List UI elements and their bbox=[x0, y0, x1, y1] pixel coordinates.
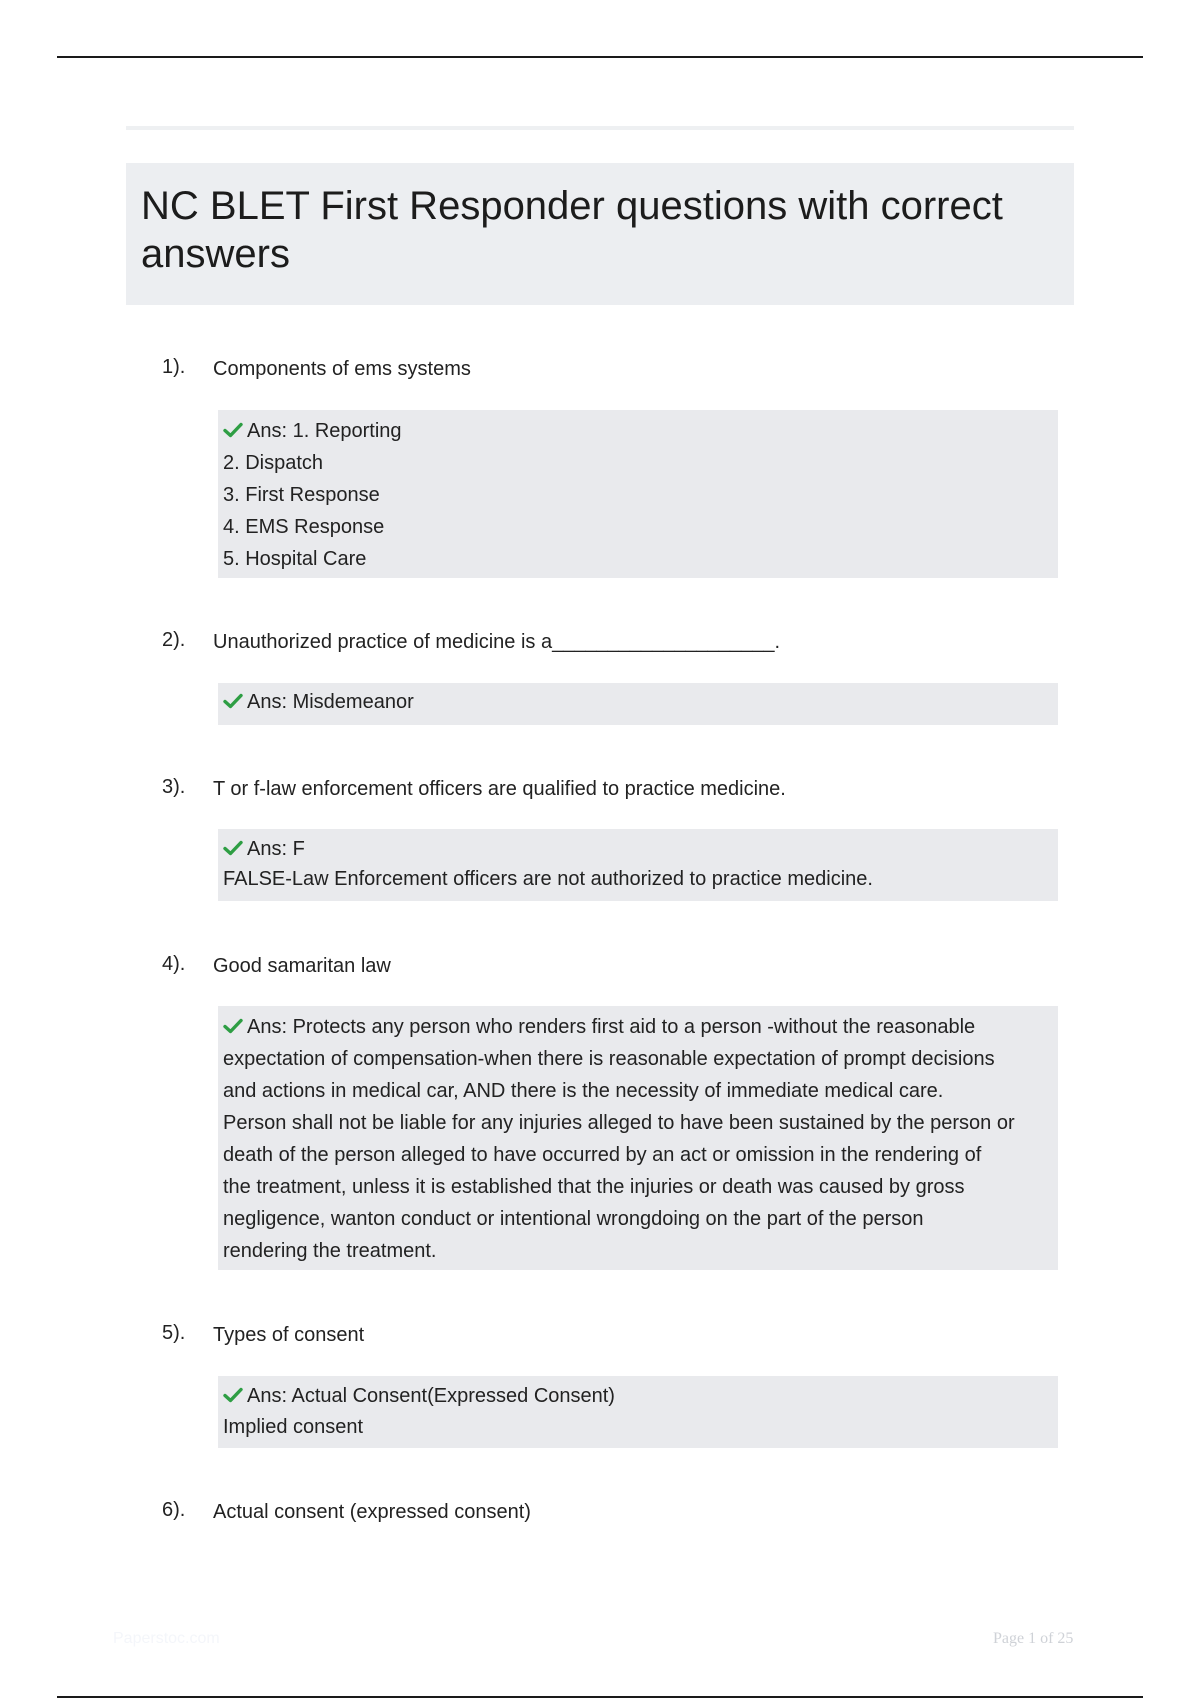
question-number: 4). bbox=[162, 953, 186, 975]
check-icon bbox=[223, 693, 243, 709]
question-text: Types of consent bbox=[213, 1324, 365, 1346]
footer-watermark: Paperstoc.com bbox=[113, 1630, 220, 1647]
answer-box-5 bbox=[218, 1376, 1058, 1448]
check-icon bbox=[223, 1387, 243, 1403]
answer-line: Ans: Actual Consent(Expressed Consent) bbox=[223, 1381, 1054, 1412]
top-rule bbox=[57, 56, 1143, 58]
question-text: T or f-law enforcement officers are qualified to practice medicine. bbox=[213, 778, 786, 800]
answer-line: FALSE-Law Enforcement officers are not authorized to practice medicine. bbox=[223, 868, 873, 890]
question-number: 6). bbox=[162, 1499, 186, 1521]
header-divider bbox=[126, 126, 1074, 130]
check-icon bbox=[223, 1018, 243, 1034]
question-text: Components of ems systems bbox=[213, 358, 471, 380]
answer-line: 5. Hospital Care bbox=[223, 548, 367, 570]
title-banner bbox=[126, 163, 1074, 305]
question-number: 1). bbox=[162, 356, 186, 378]
question-number: 2). bbox=[162, 629, 186, 651]
answer-line: death of the person alleged to have occurred by an act or omission in the rendering of bbox=[223, 1144, 982, 1166]
question-text: Actual consent (expressed consent) bbox=[213, 1501, 531, 1523]
question-text: Good samaritan law bbox=[213, 955, 391, 977]
answer-line: 2. Dispatch bbox=[223, 452, 324, 474]
answer-box-4 bbox=[218, 1006, 1058, 1270]
answer-line: the treatment, unless it is established that the injuries or death was caused by gross bbox=[223, 1176, 965, 1198]
page-number: Page 1 of 25 bbox=[993, 1630, 1074, 1647]
answer-line: Ans: 1. Reporting bbox=[223, 415, 1054, 447]
answer-line: negligence, wanton conduct or intentional wrongdoing on the part of the person bbox=[223, 1208, 924, 1230]
question-number: 5). bbox=[162, 1322, 186, 1344]
answer-box-1 bbox=[218, 410, 1058, 578]
answer-line: and actions in medical car, AND there is the necessity of immediate medical care. bbox=[223, 1080, 944, 1102]
bottom-rule bbox=[57, 1696, 1143, 1698]
answer-line: Person shall not be liable for any injuries alleged to have been sustained by the person or bbox=[223, 1112, 1015, 1134]
check-icon bbox=[223, 422, 243, 438]
question-number: 3). bbox=[162, 776, 186, 798]
check-icon bbox=[223, 840, 243, 856]
answer-line: Ans: Protects any person who renders first aid to a person -without the reasonable bbox=[223, 1011, 1054, 1043]
page-title: NC BLET First Responder questions with correct answers bbox=[141, 184, 1003, 276]
answer-line: 3. First Response bbox=[223, 484, 380, 506]
answer-line: rendering the treatment. bbox=[223, 1240, 437, 1262]
answer-line: Implied consent bbox=[223, 1416, 364, 1438]
answer-line: 4. EMS Response bbox=[223, 516, 385, 538]
answer-line: Ans: Misdemeanor bbox=[223, 687, 1054, 717]
answer-box-2 bbox=[218, 683, 1058, 725]
answer-box-3 bbox=[218, 829, 1058, 901]
answer-line: expectation of compensation-when there is reasonable expectation of prompt decisions bbox=[223, 1048, 995, 1070]
question-text: Unauthorized practice of medicine is a____________________. bbox=[213, 631, 781, 653]
answer-line: Ans: F bbox=[223, 834, 1054, 864]
